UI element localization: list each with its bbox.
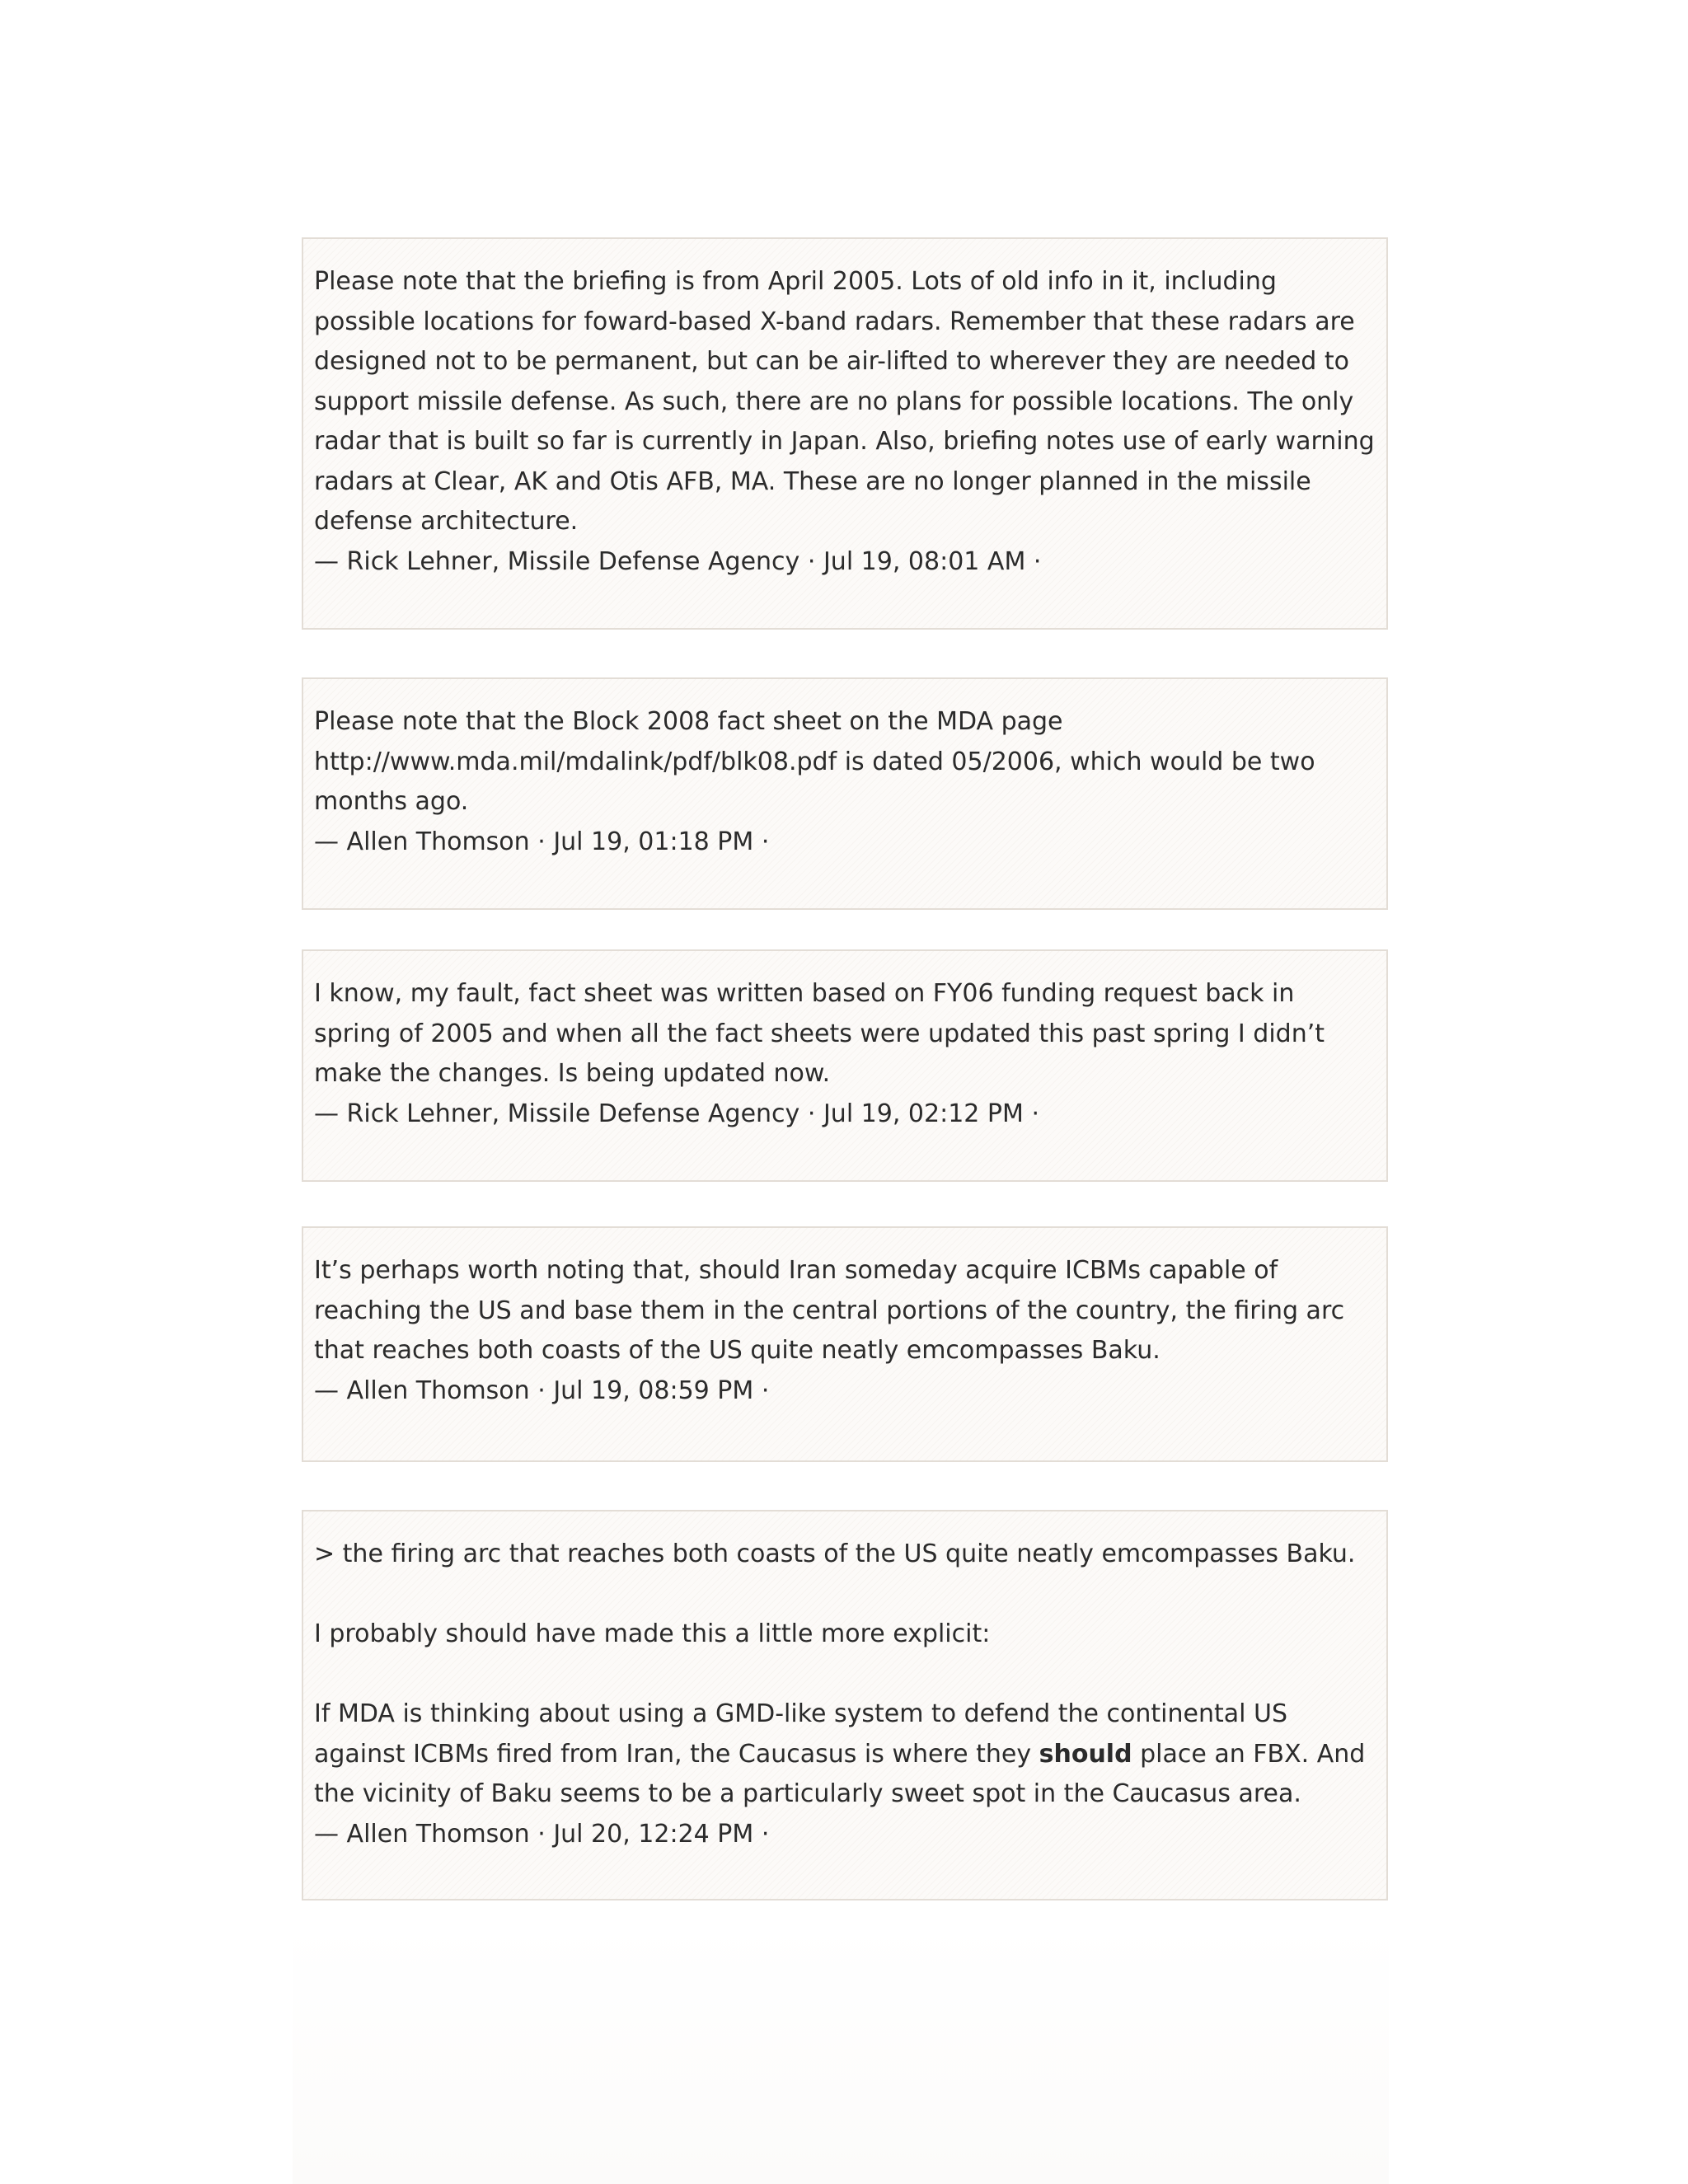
comment-timestamp[interactable]: Jul 19, 02:12 PM bbox=[823, 1099, 1024, 1128]
comment-byline bbox=[314, 1815, 1375, 1855]
byline-separator: · bbox=[537, 1819, 546, 1849]
byline-trailing-separator: · bbox=[761, 827, 770, 856]
byline-dash: — bbox=[314, 1099, 339, 1128]
comment-author: Rick Lehner, Missile Defense Agency bbox=[346, 546, 800, 576]
paragraph-text: place an FBX. And the vicinity of Baku seems to be a particularly sweet spot in the Caucasus area. bbox=[314, 1739, 1366, 1808]
comment-body: It’s perhaps worth noting that, should Iran someday acquire ICBMs capable of reaching the US and base them in the central portions of the country, the firing arc that reaches both coasts of the US quite neatly emcompasses Baku. bbox=[314, 1256, 1345, 1365]
paragraph-text: If MDA is thinking about using a GMD-like system to defend the continental US against ICBMs fired from Iran, the Caucasus is where they bbox=[314, 1699, 1287, 1769]
emphasis-text: should bbox=[1039, 1739, 1132, 1769]
comment-body: I know, my fault, fact sheet was written based on FY06 funding request back in spring of 2005 and when all the fact sheets were updated this past spring I didn’t make the changes. Is being updated now. bbox=[314, 979, 1325, 1088]
byline-dash: — bbox=[314, 546, 339, 576]
comment-card bbox=[302, 677, 1388, 910]
comment-card bbox=[302, 1510, 1388, 1900]
byline-dash: — bbox=[314, 1819, 339, 1849]
byline-trailing-separator: · bbox=[761, 1819, 770, 1849]
comment-quote: > the firing arc that reaches both coasts of the US quite neatly emcompasses Baku. bbox=[314, 1540, 1356, 1568]
comment-author: Rick Lehner, Missile Defense Agency bbox=[346, 1099, 800, 1128]
comment-author: Allen Thomson bbox=[346, 1819, 530, 1849]
comment-card bbox=[302, 237, 1388, 630]
byline-separator: · bbox=[807, 546, 816, 576]
byline-dash: — bbox=[314, 827, 339, 856]
comment-paragraph bbox=[314, 1694, 1375, 1815]
comment-body: Please note that the Block 2008 fact sheet on the MDA page http://www.mda.mil/mdalink/pdf/blk08.pdf is dated 05/2006, which would be two months ago. bbox=[314, 707, 1315, 816]
comment-byline bbox=[314, 823, 1375, 863]
comment-body: Please note that the briefing is from April 2005. Lots of old info in it, including possible locations for foward-based X-band radars. Remember that these radars are designed not to be permanent, but can be air-lifted to wherever they are needed to support missile defense. As such, there are no plans for possible locations. The only radar that is built so far is currently in Japan. Also, briefing notes use of early warning radars at Clear, AK and Otis AFB, MA. These are no longer planned in the missile defense architecture. bbox=[314, 267, 1375, 536]
comment-timestamp[interactable]: Jul 20, 12:24 PM bbox=[553, 1819, 754, 1849]
comment-byline bbox=[314, 542, 1375, 583]
byline-dash: — bbox=[314, 1376, 339, 1405]
byline-separator: · bbox=[537, 827, 546, 856]
byline-separator: · bbox=[537, 1376, 546, 1405]
comment-card bbox=[302, 949, 1388, 1182]
comment-author: Allen Thomson bbox=[346, 1376, 530, 1405]
byline-trailing-separator: · bbox=[1033, 546, 1042, 576]
byline-trailing-separator: · bbox=[761, 1376, 770, 1405]
comment-byline bbox=[314, 1094, 1375, 1135]
comment-paragraph: I probably should have made this a little more explicit: bbox=[314, 1619, 991, 1648]
byline-trailing-separator: · bbox=[1031, 1099, 1039, 1128]
comment-author: Allen Thomson bbox=[346, 827, 530, 856]
comment-timestamp[interactable]: Jul 19, 08:59 PM bbox=[553, 1376, 754, 1405]
comment-timestamp[interactable]: Jul 19, 08:01 AM bbox=[823, 546, 1026, 576]
comment-timestamp[interactable]: Jul 19, 01:18 PM bbox=[553, 827, 754, 856]
comment-byline bbox=[314, 1371, 1375, 1412]
comment-card bbox=[302, 1226, 1388, 1462]
byline-separator: · bbox=[807, 1099, 816, 1128]
